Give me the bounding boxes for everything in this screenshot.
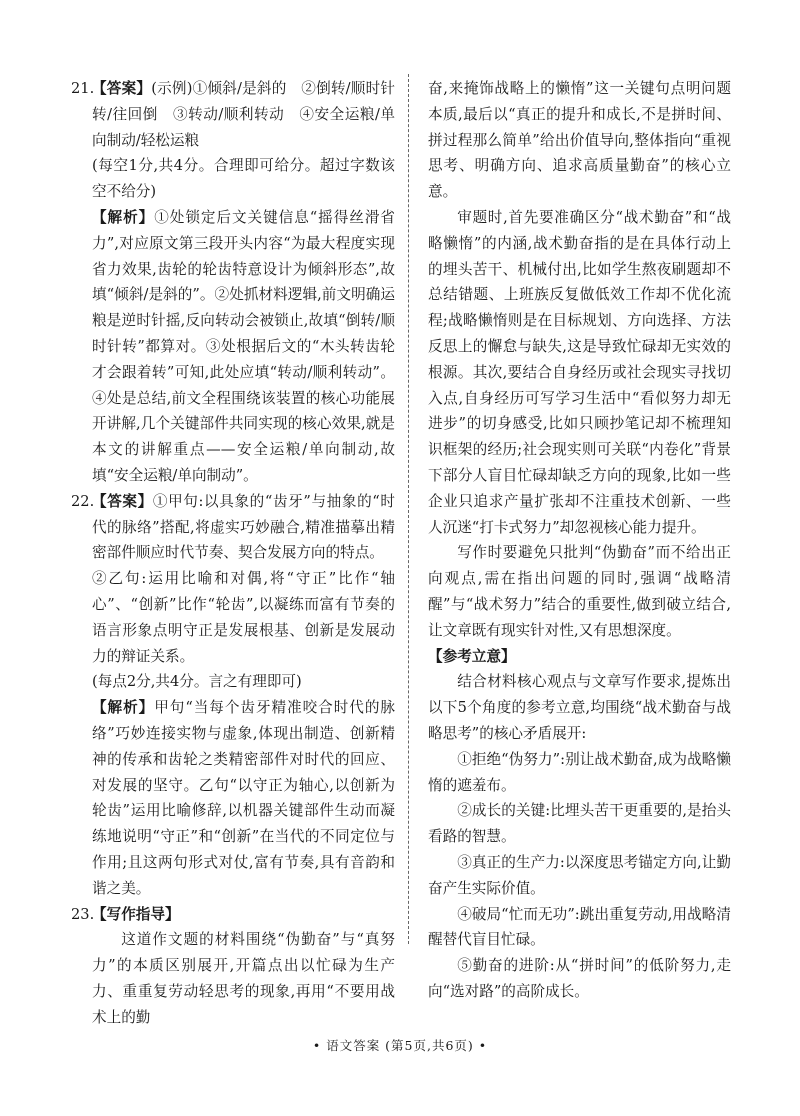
reference-item-5: ⑤勤奋的进阶:从“拼时间”的低阶努力,走向“选对路”的高阶成长。 bbox=[428, 957, 731, 1000]
reference-intro: 结合材料核心观点与文章写作要求,提炼出以下5个角度的参考立意,均围绕“战术勤奋与战略思考”的核心矛盾展开: bbox=[428, 673, 731, 742]
analysis-paragraph bbox=[92, 695, 395, 901]
answer-paragraph bbox=[92, 76, 395, 153]
guide-paragraph-review: 审题时,首先要准确区分“战术勤奋”和“战略懒惰”的内涵,战术勤奋指的是在具体行动上的埋头苦干、机械付出,比如学生熬夜刷题却不总结错题、上班族反复做低效工作却不优化流程;战略懒惰则是在目标规划、方向选择、方法反思上的懈怠与缺失,这是导致忙碌却无实效的根源。其次,要结合自身经历或社会现实寻找切入点,自身经历可写学习生活中“看似努力却无进步”的切身感受,比如只顾抄笔记却不梳理知识框架的经历;社会现实则可关联“内卷化”背景下部分人盲目忙碌却缺乏方向的现象,比如一些企业只追求产量扩张却不注重技术创新、一些人沉迷“打卡式努力”却忽视核心能力提升。 bbox=[428, 208, 731, 536]
writing-guide-label: 【写作指导】 bbox=[92, 905, 180, 923]
right-column bbox=[428, 76, 731, 1005]
guide-continuation: 奋,来掩饰战略上的懒惰”这一关键句点明问题本质,最后以“真正的提升和成长,不是拼时间、拼过程那么简单”给出价值导向,整体指向“重视思考、明确方向、追求高质量勤奋”的核心立意。 bbox=[428, 80, 731, 201]
question-number: 23. bbox=[71, 905, 95, 923]
analysis-label: 【解析】 bbox=[92, 699, 155, 717]
reference-item-2: ②成长的关键:比埋头苦干更重要的,是抬头看路的智慧。 bbox=[428, 802, 731, 846]
writing-guide-text: 这道作文题的材料围绕“伪勤奋”与“真努力”的本质区别展开,开篇点出以忙碌为生产力、重重复劳动轻思考的现象,再用“不要用战术上的勤 bbox=[92, 931, 395, 1026]
answer-paragraph-2: ②乙句:运用比喻和对偶,将“守正”比作“轴心”、“创新”比作“轮齿”,以凝练而富有节奏的语言形象点明守正是发展根基、创新是发展动力的辩证关系。 bbox=[92, 570, 395, 665]
answer-label: 【答案】 bbox=[92, 80, 152, 97]
question-23 bbox=[71, 902, 395, 1031]
reference-item-1: ①拒绝“伪努力”:别让战术勤奋,成为战略懒惰的遮羞布。 bbox=[428, 750, 731, 794]
analysis-paragraph bbox=[92, 205, 395, 489]
guide-paragraph-writing: 写作时要避免只批判“伪勤奋”而不给出正向观点,需在指出问题的同时,强调“战略清醒”与“战术努力”结合的重要性,做到破立结合,让文章既有现实针对性,又有思想深度。 bbox=[428, 544, 731, 639]
answer-text: ①甲句:以具象的“齿牙”与抽象的“时代的脉络”搭配,将虚实巧妙融合,精准描摹出精密部件顺应时代节奏、契合发展方向的特点。 bbox=[92, 492, 395, 562]
score-note: (每点2分,共4分。言之有理即可) bbox=[92, 673, 302, 691]
reference-item-4: ④破局“忙而无功”:跳出重复劳动,用战略清醒替代盲目忙碌。 bbox=[428, 905, 731, 949]
question-number: 22. bbox=[71, 492, 95, 510]
score-note: (每空1分,共4分。合理即可给分。超过字数该空不给分) bbox=[92, 157, 395, 201]
reference-item-3: ③真正的生产力:以深度思考锚定方向,让勤奋产生实际价值。 bbox=[428, 853, 731, 897]
reference-theme-label: 【参考立意】 bbox=[428, 647, 516, 665]
column-divider bbox=[408, 74, 409, 944]
answer-text: (示例)①倾斜/是斜的 ②倒转/顺时针转/往回倒 ③转动/顺利转动 ④安全运粮/单向制动/轻松运粮 bbox=[92, 80, 395, 149]
page-footer: • 语文答案 (第5页,共6页) • bbox=[312, 1038, 488, 1053]
question-21 bbox=[71, 76, 395, 489]
analysis-label: 【解析】 bbox=[92, 208, 155, 226]
question-number: 21. bbox=[71, 80, 95, 97]
answer-label: 【答案】 bbox=[92, 492, 153, 510]
analysis-text: 甲句“当每个齿牙精准咬合时代的脉络”巧妙连接实物与虚象,体现出制造、创新精神的传承和齿轮之类精密部件对时代的回应、对发展的坚守。乙句“以守正为轴心,以创新为轮齿”运用比喻修辞,以机器关键部件生动而凝练地说明“守正”和“创新”在当代的不同定位与作用;且这两句形式对仗,富有节奏,具有音韵和谐之美。 bbox=[92, 699, 395, 897]
question-22 bbox=[71, 489, 395, 902]
answer-paragraph bbox=[92, 489, 395, 566]
analysis-text: ①处锁定后文关键信息“摇得丝滑省力”,对应原文第三段开头内容“为最大程度实现省力效果,齿轮的轮齿特意设计为倾斜形态”,故填“倾斜/是斜的”。②处抓材料逻辑,前文明确运粮是逆时针摇,反向转动会被锁止,故填“倒转/顺时针转”都算对。③处根据后文的“木头转齿轮才会跟着转”可知,此处应填“转动/顺利转动”。④处是总结,前文全程围绕该装置的核心功能展开讲解,几个关键部件共同实现的核心效果,就是本文的讲解重点——安全运粮/单向制动,故填“安全运粮/单向制动”。 bbox=[92, 208, 395, 484]
left-column bbox=[71, 76, 395, 1030]
